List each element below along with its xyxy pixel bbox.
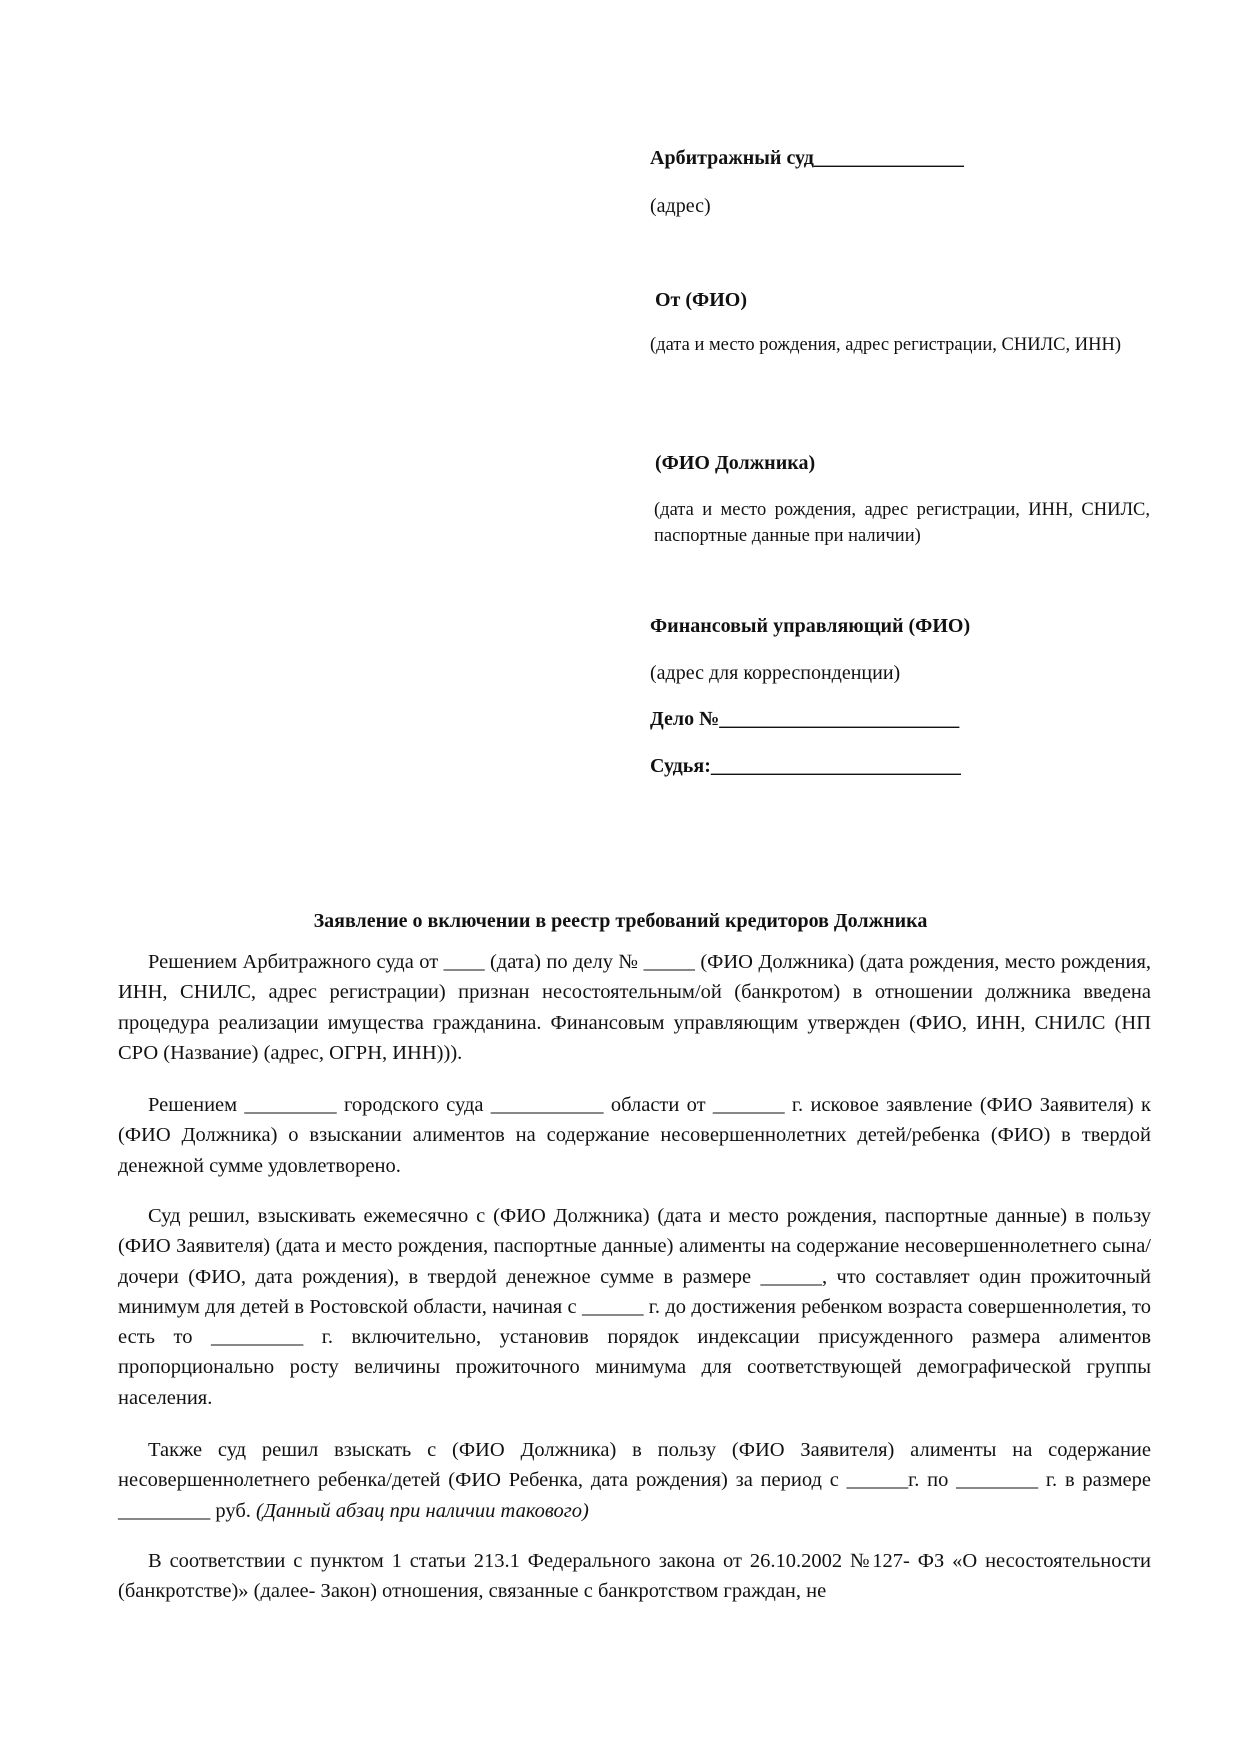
paragraph-4-note: (Данный абзац при наличии такового) [256, 1499, 589, 1522]
paragraph-1: Решением Арбитражного суда от ____ (дата) по делу № _____ (ФИО Должника) (дата рождения, место рождения, ИНН, СНИЛС, адрес регистрации) признан несостоятельным/ой (банкротом) в отношении должника введена процедура реализации имущества гражданина. Финансовым управляющим утвержден (ФИО, ИНН, СНИЛС (НП СРО (Название) (адрес, ОГРН, ИНН))). [118, 951, 1151, 1064]
paragraph-2: Решением _________ городского суда ___________ области от _______ г. исковое заявление (ФИО Заявителя) к (ФИО Должника) о взыскании алиментов на содержание несовершеннолетних детей/ребенка (ФИО) в твердой денежной сумме удовлетворено. [118, 1094, 1151, 1177]
case-number: Дело №________________________ [650, 708, 960, 730]
judge: Судья:_________________________ [650, 755, 961, 777]
document-title: Заявление о включении в реестр требований кредиторов Должника [313, 910, 928, 932]
paragraph-4 [118, 1435, 1151, 1526]
paragraph-3: Суд решил, взыскивать ежемесячно с (ФИО Должника) (дата и место рождения, паспортные данные) в пользу (ФИО Заявителя) (дата и место рождения, паспортные данные) алименты на содержание несовершеннолетнего сына/дочери (ФИО, дата рождения), в твердой денежное сумме в размере ______, что составляет один прожиточный минимум для детей в Ростовской области, начиная с ______ г. до достижения ребенком возраста совершеннолетия, то есть то _________ г. включительно, установив порядок индексации присужденного размера алиментов пропорционально росту величины прожиточного минимума для соответствующей демографической группы населения. [118, 1205, 1151, 1409]
court-line: Арбитражный суд_______________ [650, 147, 964, 169]
debtor-details: (дата и место рождения, адрес регистрации, ИНН, СНИЛС, паспортные данные при наличии) [654, 500, 1150, 546]
court-address: (адрес) [650, 195, 711, 217]
applicant-name: От (ФИО) [655, 289, 747, 311]
paragraph-5: В соответствии с пунктом 1 статьи 213.1 Федерального закона от 26.10.2002 №127- ФЗ «О несостоятельности (банкротстве)» (далее- Закон) отношения, связанные с банкротством граждан, не [118, 1550, 1151, 1603]
manager-address: (адрес для корреспонденции) [650, 662, 901, 684]
paragraph-4-text: Также суд решил взыскать с (ФИО Должника) в пользу (ФИО Заявителя) алименты на содержание несовершеннолетнего ребенка/детей (ФИО Ребенка, дата рождения) за период с ______г. по ________ г. в размере _________ руб. [118, 1439, 1151, 1522]
applicant-details: (дата и место рождения, адрес регистрации, СНИЛС, ИНН) [650, 335, 1121, 355]
financial-manager: Финансовый управляющий (ФИО) [650, 615, 971, 637]
debtor-name: (ФИО Должника) [655, 452, 816, 474]
